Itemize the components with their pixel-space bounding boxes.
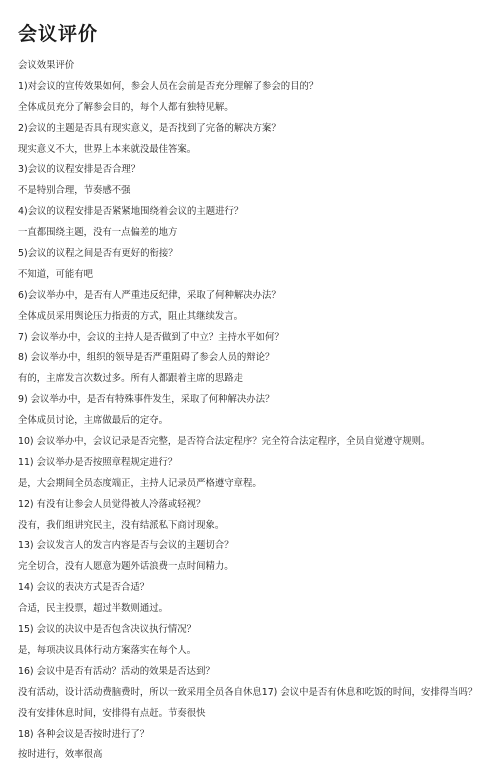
question-9: 9) 会议举办中，是否有特殊事件发生，采取了何种解决办法？ — [18, 394, 275, 406]
question-15: 15) 会议的决议中是否包含决议执行情况？ — [18, 624, 196, 636]
document-body — [18, 56, 498, 766]
answer-1: 全体成员充分了解参会目的，每个人都有独特见解。 — [18, 101, 234, 113]
question-16: 16) 会议中是否有活动？活动的效果是否达到？ — [18, 665, 215, 677]
question-3: 3)会议的议程安排是否合理？ — [18, 164, 141, 176]
question-8: 8) 会议举办中，组织的领导是否严重阻碍了参会人员的辩论？ — [18, 352, 275, 364]
section-heading: 会议效果评价 — [18, 60, 75, 71]
answer-18: 按时进行，效率很高 — [18, 749, 103, 761]
answer-12: 没有，我们组讲究民主，没有结派私下商讨现象。 — [18, 519, 225, 531]
answer-6: 全体成员采用舆论压力指责的方式，阻止其继续发言。 — [18, 310, 244, 322]
answer-8: 有的，主席发言次数过多。所有人都跟着主席的思路走 — [18, 373, 244, 385]
document-title: 会议评价 — [18, 23, 99, 45]
question-14: 14) 会议的表决方式是否合适？ — [18, 582, 150, 594]
answer-15: 是，每项决议具体行动方案落实在每个人。 — [18, 644, 197, 656]
question-13: 13) 会议发言人的发言内容是否与会议的主题切合？ — [18, 540, 234, 552]
question-18: 18) 各种会议是否按时进行了？ — [18, 728, 150, 740]
question-1: 1)对会议的宣传效果如何，参会人员在会前是否充分理解了参会的目的？ — [18, 80, 319, 92]
answer-11: 是，大会期间全员态度端正，主持人记录员严格遵守章程。 — [18, 477, 262, 489]
question-7: 7) 会议举办中，会议的主持人是否做到了中立？主持水平如何？ — [18, 331, 284, 343]
answer-14: 合适，民主投票，超过半数则通过。 — [18, 603, 169, 615]
answer-13: 完全切合，没有人愿意为题外话浪费一点时间精力。 — [18, 561, 234, 573]
question-11: 11) 会议举办是否按照章程规定进行？ — [18, 456, 178, 468]
question-10: 10) 会议举办中，会议记录是否完整，是否符合法定程序？完全符合法定程序，全员自觉遵守规则。 — [18, 436, 431, 448]
question-4: 4)会议的议程安排是否紧紧地围绕着会议的主题进行？ — [18, 206, 244, 218]
question-2: 2)会议的主题是否具有现实意义，是否找到了完备的解决方案？ — [18, 122, 281, 134]
answer-17: 没有安排休息时间，安排得有点赶。节奏很快 — [18, 707, 206, 719]
answer-3: 不是特别合理，节奏感不强 — [18, 185, 131, 197]
answer-2: 现实意义不大，世界上本来就没最佳答案。 — [18, 143, 197, 155]
answer-9: 全体成员讨论，主席做最后的定夺。 — [18, 415, 169, 427]
answer-4: 一直都围绕主题，没有一点偏差的地方 — [18, 227, 178, 239]
answer-5: 不知道，可能有吧 — [18, 268, 94, 280]
answer-16: 没有活动，设计活动费脑费时，所以一致采用全员各自休息17) 会议中是否有休息和吃饭的时间，安排得当吗？ — [18, 686, 478, 698]
question-6: 6)会议举办中，是否有人严重违反纪律，采取了何种解决办法？ — [18, 289, 281, 301]
question-5: 5)会议的议程之间是否有更好的衔接？ — [18, 248, 178, 260]
question-12: 12) 有没有让参会人员觉得被人冷落或轻视？ — [18, 498, 206, 510]
